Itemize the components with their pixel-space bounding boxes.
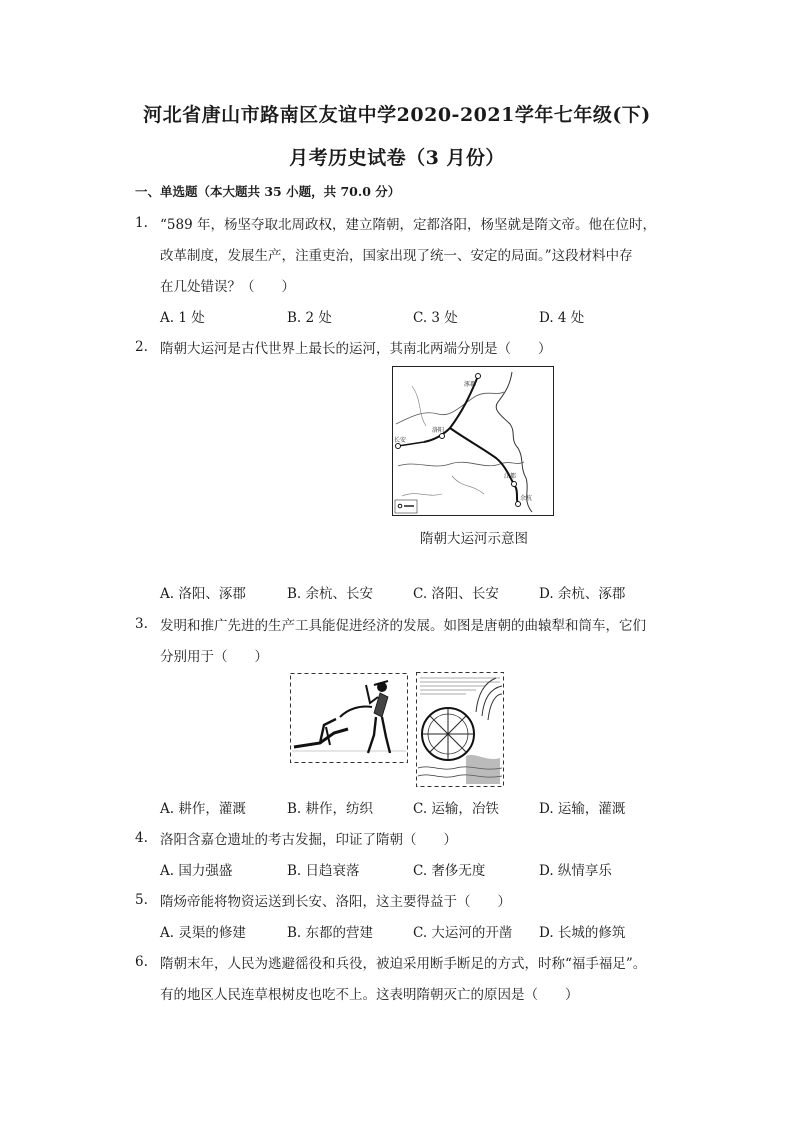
question-number: 5. [135,892,148,908]
option-a: A. 洛阳、涿郡 [160,586,246,602]
map-label: 涿郡 [464,381,477,388]
option-c: C. 3 处 [413,310,458,326]
option-d: D. 纵情享乐 [539,863,612,879]
question-number: 3. [135,616,148,632]
map-label: 余杭 [520,495,533,502]
grand-canal-map [392,366,554,516]
question-text: “589 年，杨坚夺取北周政权，建立隋朝，定都洛阳，杨坚就是隋文帝。他在位时， [160,217,656,233]
figure-caption: 隋朝大运河示意图 [420,531,528,547]
exam-title-line2: 月考历史试卷（3 月份） [289,147,505,169]
option-b: B. 耕作，纺织 [287,801,374,817]
option-d: D. 4 处 [539,310,585,326]
question-text: 改革制度，发展生产，注重吏治，国家出现了统一、安定的局面。”这段材料中存 [160,248,633,264]
curved-plow-image [290,673,408,763]
question-text: 发明和推广先进的生产工具能促进经济的发展。如图是唐朝的曲辕犁和筒车，它们 [160,618,646,634]
question-text: 隋炀帝能将物资运送到长安、洛阳，这主要得益于（ ） [160,894,511,910]
option-c: C. 大运河的开凿 [413,925,513,941]
question-number: 4. [135,830,148,846]
option-b: B. 2 处 [287,310,332,326]
map-label: 长安 [394,437,407,444]
question-text: 隋朝大运河是古代世界上最长的运河，其南北两端分别是（ ） [160,341,552,357]
option-b: B. 余杭、长安 [287,586,374,602]
option-c: C. 运输，冶铁 [413,801,499,817]
option-d: D. 余杭、涿郡 [539,586,626,602]
question-text: 洛阳含嘉仓遗址的考古发掘，印证了隋朝（ ） [160,832,457,848]
option-b: B. 日趋衰落 [287,863,360,879]
option-a: A. 1 处 [160,310,205,326]
option-a: A. 耕作，灌溉 [160,801,246,817]
option-d: D. 长城的修筑 [539,925,626,941]
option-d: D. 运输，灌溉 [539,801,626,817]
section-heading: 一、单选题（本大题共 35 小题，共 70.0 分） [135,184,401,199]
question-number: 1. [135,215,148,231]
option-c: C. 奢侈无度 [413,863,486,879]
option-a: A. 国力强盛 [160,863,233,879]
option-a: A. 灵渠的修建 [160,925,246,941]
map-label: 江都 [504,473,517,480]
exam-title-line1: 河北省唐山市路南区友谊中学2020-2021学年七年级(下) [143,104,651,126]
option-b: B. 东都的营建 [287,925,374,941]
question-text: 隋朝末年，人民为逃避徭役和兵役，被迫采用断手断足的方式，时称“福手福足”。 [160,956,647,972]
question-number: 6. [135,954,148,970]
map-label: 洛阳 [432,427,445,434]
question-text: 在几处错误？（ ） [160,279,295,295]
question-text: 有的地区人民连草根树皮也吃不上。这表明隋朝灭亡的原因是（ ） [160,987,579,1003]
question-text: 分别用于（ ） [160,649,268,665]
option-c: C. 洛阳、长安 [413,586,499,602]
question-number: 2. [135,339,148,355]
tube-wheel-image [416,672,504,787]
